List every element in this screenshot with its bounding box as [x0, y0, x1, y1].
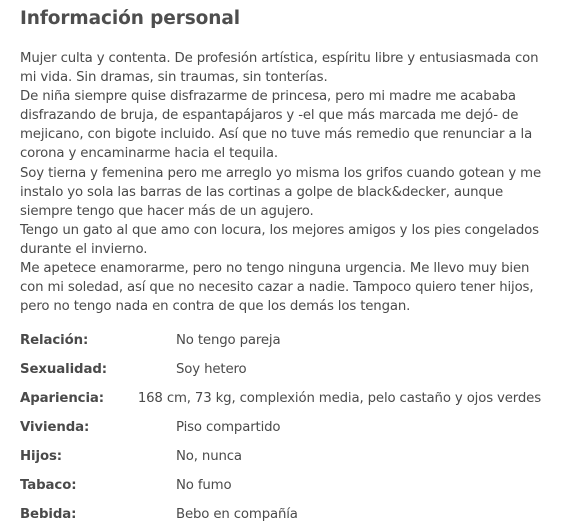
bio-paragraph: Soy tierna y femenina pero me arreglo yo misma los grifos cuando gotean y me instalo yo sola las barras de las cortinas a golpe de black&decker, aunque siempre tengo que hacer más de un agujero. — [20, 165, 541, 219]
detail-label: Bebida: — [20, 507, 77, 523]
bio-paragraph: Me apetece enamorarme, pero no tengo ninguna urgencia. Me llevo muy bien con mi soledad, así que no necesito cazar a nadie. Tampoco quiero tener hijos, pero no tengo nada en contra de que los demás los tengan. — [20, 261, 534, 315]
detail-label: Relación: — [20, 333, 89, 349]
detail-row-housing — [20, 413, 541, 442]
detail-value: No fumo — [176, 478, 232, 494]
detail-row-relationship — [20, 326, 541, 355]
detail-value: No, nunca — [176, 449, 242, 465]
detail-row-smoking — [20, 471, 541, 500]
detail-label: Hijos: — [20, 449, 63, 465]
detail-row-drinking — [20, 500, 541, 529]
bio-paragraph: Mujer culta y contenta. De profesión artística, espíritu libre y entusiasmada con mi vida. Sin dramas, sin traumas, sin tonterías. — [20, 51, 539, 86]
detail-value: No tengo pareja — [176, 333, 281, 349]
detail-value: Bebo en compañía — [176, 507, 298, 523]
detail-label: Apariencia: — [20, 391, 105, 407]
detail-label: Tabaco: — [20, 478, 77, 494]
detail-label: Sexualidad: — [20, 362, 107, 378]
detail-value: Piso compartido — [176, 420, 281, 436]
detail-value: Soy hetero — [176, 362, 247, 378]
section-title: Información personal — [20, 8, 240, 29]
detail-label: Vivienda: — [20, 420, 90, 436]
profile-details-list — [20, 326, 541, 529]
detail-row-appearance — [20, 384, 541, 413]
bio-paragraph: Tengo un gato al que amo con locura, los mejores amigos y los pies congelados durante el invierno. — [20, 222, 539, 257]
detail-row-children — [20, 442, 541, 471]
bio-text — [20, 49, 541, 316]
bio-paragraph: De niña siempre quise disfrazarme de princesa, pero mi madre me acababa disfrazando de bruja, de espantapájaros y -el que más marcada me dejó- de mejicano, con bigote incluido. Así que no tuve más remedio que renunciar a la corona y encaminarme hacia el tequila. — [20, 89, 533, 162]
detail-value: 168 cm, 73 kg, complexión media, pelo castaño y ojos verdes — [137, 391, 541, 407]
detail-row-sexuality — [20, 355, 541, 384]
